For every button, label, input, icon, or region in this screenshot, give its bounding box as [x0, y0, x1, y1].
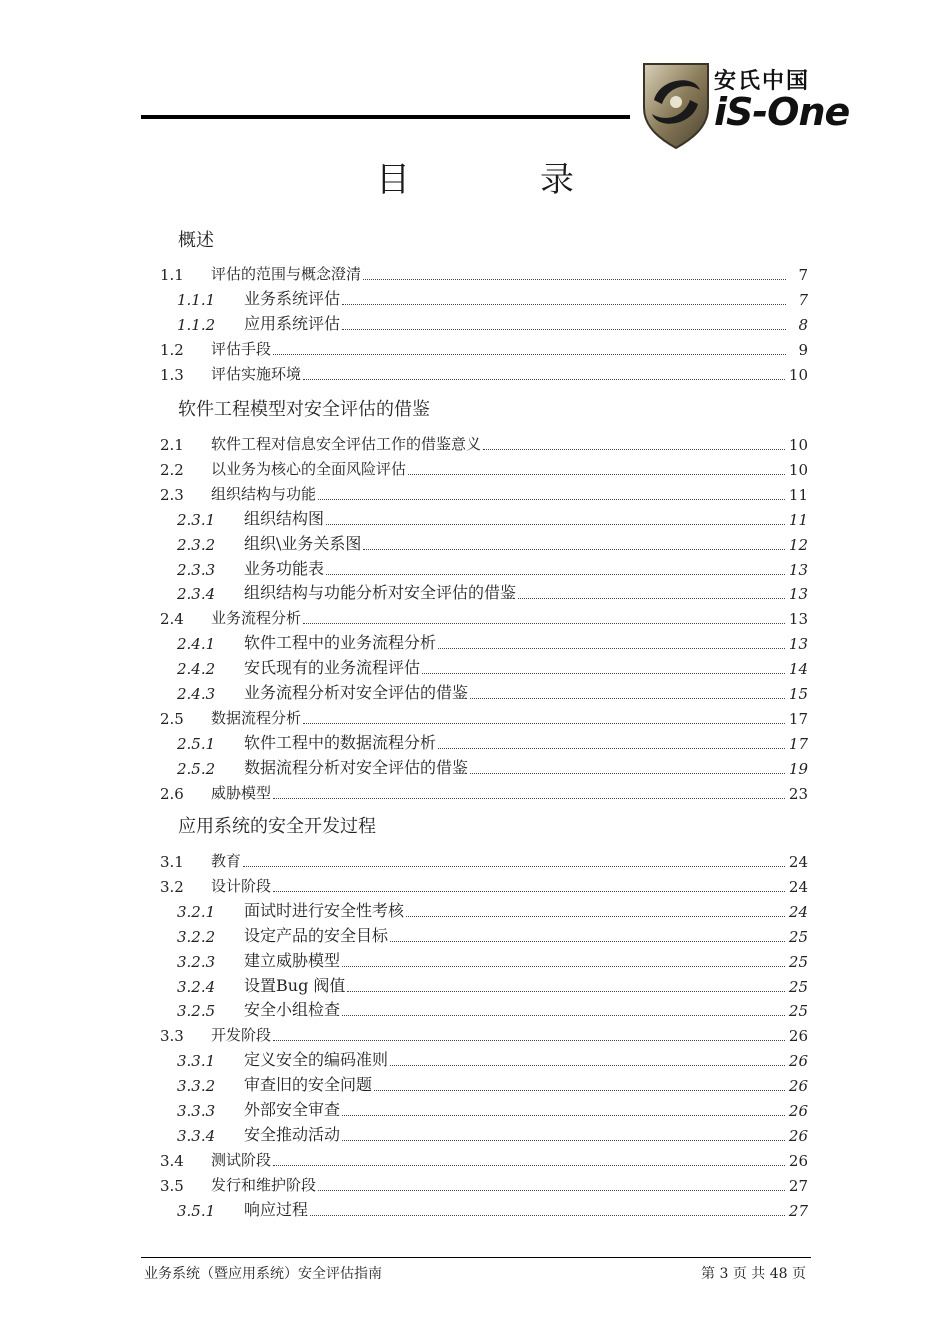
dot-leader	[390, 941, 785, 942]
toc-entry-number: 3.5.1	[177, 1201, 216, 1220]
chapter-heading[interactable]: 概述	[178, 230, 214, 251]
dot-leader	[342, 1115, 785, 1116]
dot-leader	[273, 1165, 785, 1166]
toc-entry-number: 2.3	[160, 485, 184, 504]
toc-entry-page: 26	[788, 1151, 808, 1170]
toc-entry-page: 15	[788, 685, 808, 703]
toc-entry-text: 审查旧的安全问题	[244, 1075, 373, 1095]
toc-entry[interactable]	[160, 1173, 808, 1195]
toc-entry-number: 1.1.2	[177, 315, 216, 334]
toc-entry[interactable]	[160, 899, 808, 921]
toc-entry[interactable]	[160, 557, 808, 579]
toc-entry-page: 10	[788, 436, 808, 454]
toc-entry-text: 发行和维护阶段	[211, 1175, 317, 1194]
dot-leader	[273, 891, 785, 892]
toc-entry-page: 26	[788, 1052, 808, 1071]
dot-leader	[374, 1090, 785, 1091]
toc-entry-page: 25	[788, 952, 808, 971]
dot-leader	[342, 966, 785, 967]
toc-entry-text: 建立威胁模型	[244, 950, 341, 970]
toc-entry-number: 3.2.2	[177, 927, 216, 946]
toc-entry-number: 2.3.2	[177, 535, 216, 554]
toc-entry-number: 2.5.2	[177, 759, 216, 778]
toc-entry[interactable]	[160, 756, 808, 778]
toc-entry-number: 3.2	[160, 877, 184, 896]
toc-entry-page: 14	[788, 660, 808, 679]
logo-english-text: iS-One	[714, 90, 850, 134]
toc-entry-page: 24	[788, 853, 808, 871]
toc-entry[interactable]	[160, 1198, 808, 1220]
dot-leader	[342, 1015, 785, 1016]
toc-entry-text: 安全小组检查	[244, 1000, 341, 1020]
toc-entry-page: 11	[788, 510, 808, 529]
dot-leader	[342, 304, 786, 305]
toc-entry-text: 测试阶段	[211, 1150, 272, 1169]
toc-entry-page: 9	[798, 340, 808, 359]
toc-entry[interactable]	[160, 731, 808, 753]
toc-entry-page: 13	[788, 635, 808, 654]
toc-entry-text: 评估的范围与概念澄清	[211, 265, 362, 283]
toc-entry-number: 1.1.1	[177, 290, 216, 309]
toc-entry-text: 设计阶段	[211, 876, 272, 895]
toc-entry-number: 1.3	[160, 365, 184, 384]
dot-leader	[318, 1190, 785, 1191]
toc-entry[interactable]	[160, 998, 808, 1020]
toc-entry-text: 定义安全的编码准则	[244, 1050, 389, 1070]
toc-entry-number: 2.3.4	[177, 585, 216, 604]
toc-entry-page: 17	[788, 734, 808, 753]
toc-entry-text: 教育	[211, 852, 242, 870]
dot-leader	[273, 354, 786, 355]
dot-leader	[363, 549, 785, 550]
toc-entry-page: 27	[788, 1201, 808, 1220]
toc-entry-page: 25	[788, 927, 808, 946]
dot-leader	[303, 723, 785, 724]
toc-entry[interactable]	[160, 1048, 808, 1070]
toc-entry-number: 3.4	[160, 1151, 184, 1170]
toc-entry-number: 3.2.1	[177, 902, 216, 921]
dot-leader	[310, 1215, 785, 1216]
toc-entry[interactable]	[160, 337, 808, 359]
toc-entry[interactable]	[160, 1148, 808, 1170]
dot-leader	[303, 379, 785, 380]
footer-page-number: 第 3 页 共 48 页	[701, 1266, 806, 1282]
toc-entry-text: 软件工程中的业务流程分析	[244, 633, 437, 653]
dot-leader	[470, 773, 785, 774]
toc-entry-text: 外部安全审查	[244, 1100, 341, 1119]
dot-leader	[470, 698, 785, 699]
toc-entry[interactable]	[160, 287, 808, 309]
toc-entry-text: 面试时进行安全性考核	[244, 900, 405, 920]
toc-entry[interactable]	[160, 631, 808, 653]
dot-leader	[342, 1140, 785, 1141]
dot-leader	[243, 866, 785, 867]
toc-entry-number: 3.3	[160, 1027, 184, 1046]
toc-entry[interactable]	[160, 781, 808, 803]
toc-entry-page: 27	[788, 1176, 808, 1195]
toc-entry-page: 17	[788, 709, 808, 728]
toc-entry[interactable]	[160, 949, 808, 971]
dot-leader	[408, 474, 785, 475]
toc-entry-page: 12	[788, 535, 808, 554]
toc-entry[interactable]	[160, 312, 808, 334]
dot-leader	[303, 623, 785, 624]
shield-icon	[640, 60, 712, 150]
toc-entry-number: 2.1	[160, 436, 184, 454]
dot-leader	[342, 329, 786, 330]
toc-entry-page: 11	[788, 485, 808, 504]
toc-entry[interactable]	[160, 974, 808, 996]
toc-entry-page: 26	[788, 1027, 808, 1046]
toc-entry-page: 8	[798, 315, 808, 334]
toc-entry[interactable]	[160, 457, 808, 479]
dot-leader	[347, 991, 785, 992]
toc-entry-text: 评估手段	[211, 339, 272, 358]
toc-entry-page: 25	[788, 977, 808, 996]
toc-entry[interactable]	[160, 1023, 808, 1045]
dot-leader	[406, 916, 785, 917]
dot-leader	[363, 279, 786, 280]
toc-entry-text: 软件工程对信息安全评估工作的借鉴意义	[211, 435, 482, 453]
toc-entry-text: 开发阶段	[211, 1026, 272, 1045]
toc-entry-text: 响应过程	[244, 1199, 309, 1219]
dot-leader	[390, 1065, 785, 1066]
dot-leader	[273, 798, 785, 799]
toc-entry-number: 3.3.1	[177, 1052, 216, 1071]
toc-entry-text: 业务流程分析	[211, 609, 302, 628]
toc-entry-number: 3.1	[160, 853, 184, 871]
toc-entry[interactable]	[160, 362, 808, 384]
toc-entry-page: 10	[788, 365, 808, 384]
toc-entry-page: 26	[788, 1102, 808, 1120]
toc-entry-number: 2.3.3	[177, 560, 216, 579]
toc-entry[interactable]	[160, 924, 808, 946]
toc-entry[interactable]	[160, 606, 808, 628]
toc-entry[interactable]	[160, 706, 808, 728]
header-rule	[141, 115, 630, 119]
toc-title	[0, 152, 950, 201]
dot-leader	[422, 673, 785, 674]
toc-entry[interactable]	[160, 482, 808, 504]
toc-entry-number: 3.2.4	[177, 977, 216, 996]
toc-entry-number: 2.4.1	[177, 635, 216, 654]
toc-entry-number: 2.4.3	[177, 685, 216, 703]
toc-entry-text: 评估实施环境	[211, 364, 302, 383]
toc-entry-number: 3.2.3	[177, 952, 216, 971]
toc-entry-page: 26	[788, 1126, 808, 1145]
dot-leader	[438, 648, 785, 649]
toc-entry-number: 3.3.4	[177, 1126, 216, 1145]
dot-leader	[326, 524, 785, 525]
toc-entry-text: 设定产品的安全目标	[244, 925, 389, 945]
toc-entry-number: 2.2	[160, 460, 184, 479]
toc-entry[interactable]	[160, 874, 808, 896]
logo-chinese-text: 安氏中国	[714, 69, 811, 94]
dot-leader	[326, 574, 785, 575]
toc-entry-number: 2.5	[160, 709, 184, 728]
toc-entry-page: 26	[788, 1077, 808, 1096]
chapter-heading[interactable]: 应用系统的安全开发过程	[178, 816, 376, 837]
toc-entry-page: 13	[788, 610, 808, 629]
toc-entry-page: 24	[788, 877, 808, 896]
toc-entry[interactable]	[160, 1123, 808, 1145]
toc-entry[interactable]	[160, 507, 808, 529]
toc-entry-text: 应用系统评估	[244, 313, 341, 333]
toc-entry[interactable]	[160, 432, 808, 454]
toc-entry-number: 2.5.1	[177, 734, 216, 753]
toc-entry-page: 25	[788, 1002, 808, 1021]
toc-entry-number: 3.3.3	[177, 1102, 216, 1120]
footer-rule	[141, 1257, 811, 1258]
toc-entry[interactable]	[160, 1073, 808, 1095]
toc-title-left: 目	[376, 160, 410, 200]
toc-entry-text: 业务系统评估	[244, 288, 341, 308]
dot-leader	[518, 598, 785, 599]
dot-leader	[318, 499, 785, 500]
toc-entry-text: 威胁模型	[211, 783, 272, 802]
toc-entry-page: 7	[798, 290, 808, 309]
toc-entry-number: 1.1	[160, 266, 184, 284]
toc-entry-page: 7	[798, 266, 808, 284]
toc-entry-page: 23	[788, 784, 808, 803]
toc-title-right: 录	[540, 160, 574, 200]
toc-entry-page: 13	[788, 585, 808, 604]
company-logo	[640, 60, 870, 150]
toc-entry-text: 安氏现有的业务流程评估	[244, 658, 421, 678]
toc-entry-text: 数据流程分析对安全评估的借鉴	[244, 757, 469, 777]
toc-entry-text: 软件工程中的数据流程分析	[244, 732, 437, 752]
toc-entry[interactable]	[160, 581, 808, 603]
toc-entry-page: 10	[788, 460, 808, 479]
toc-entry-page: 13	[788, 560, 808, 579]
toc-entry-number: 2.4	[160, 610, 184, 629]
toc-entry-text: 业务流程分析对安全评估的借鉴	[244, 683, 469, 702]
toc-entry-page: 19	[788, 759, 808, 778]
dot-leader	[483, 449, 785, 450]
toc-entry-text: 组织结构图	[244, 508, 325, 528]
toc-entry-number: 2.4.2	[177, 660, 216, 679]
toc-entry-text: 数据流程分析	[211, 708, 302, 727]
toc-entry[interactable]	[160, 849, 808, 871]
toc-entry-number: 3.3.2	[177, 1077, 216, 1096]
toc-entry-text: 组织\业务关系图	[244, 533, 362, 553]
toc-entry[interactable]	[160, 532, 808, 554]
toc-entry[interactable]	[160, 681, 808, 703]
toc-entry-number: 1.2	[160, 340, 184, 359]
toc-entry-text: 以业务为核心的全面风险评估	[211, 459, 407, 478]
toc-entry-text: 组织结构与功能分析对安全评估的借鉴	[244, 583, 517, 603]
toc-entry[interactable]	[160, 1098, 808, 1120]
toc-entry-number: 2.6	[160, 784, 184, 803]
dot-leader	[273, 1040, 785, 1041]
toc-entry-text: 设置Bug 阀值	[244, 975, 346, 995]
toc-entry[interactable]	[160, 262, 808, 284]
toc-entry-text: 组织结构与功能	[211, 484, 317, 503]
chapter-heading[interactable]: 软件工程模型对安全评估的借鉴	[178, 399, 430, 420]
toc-entry-text: 业务功能表	[244, 558, 325, 578]
toc-entry[interactable]	[160, 656, 808, 678]
toc-entry-number: 3.5	[160, 1176, 184, 1195]
toc-entry-number: 2.3.1	[177, 510, 216, 529]
footer-document-title: 业务系统（暨应用系统）安全评估指南	[144, 1266, 382, 1282]
toc-entry-page: 24	[788, 902, 808, 921]
dot-leader	[438, 748, 785, 749]
toc-entry-number: 3.2.5	[177, 1002, 216, 1021]
toc-entry-text: 安全推动活动	[244, 1124, 341, 1144]
